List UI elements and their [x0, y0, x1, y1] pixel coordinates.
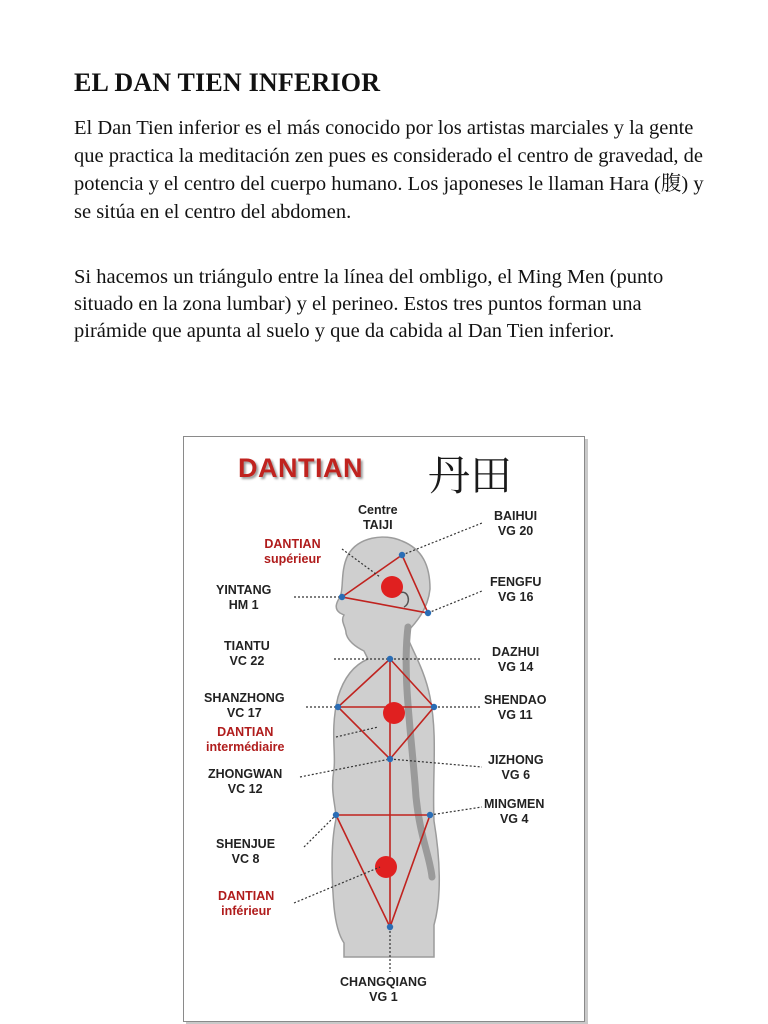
label-jizhong: JIZHONG VG 6: [488, 753, 544, 782]
page-heading: EL DAN TIEN INFERIOR: [74, 68, 381, 97]
paragraph-1: El Dan Tien inferior es el más conocido por los artistas marciales y la gente que practica la meditación zen pues es considerado el centro de gravedad, de potencia y el centro del cuerpo humano. Los japoneses le llaman Hara (腹) y se sitúa en el centro del abdomen.: [74, 117, 704, 223]
label-tiantu: TIANTU VC 22: [224, 639, 270, 668]
label-dantian-intermediaire: DANTIAN intermédiaire: [206, 725, 285, 754]
label-baihui: BAIHUI VG 20: [494, 509, 538, 538]
figure-chinese-characters: 丹田: [428, 451, 513, 500]
dantian-figure: [183, 436, 585, 1022]
body-silhouette: [332, 537, 439, 957]
label-shenjue: SHENJUE VC 8: [216, 837, 276, 866]
label-mingmen: MINGMEN VG 4: [484, 797, 545, 826]
label-dantian-superieur: DANTIAN supérieur: [264, 537, 321, 566]
label-dantian-inferieur: DANTIAN inférieur: [218, 889, 275, 918]
label-shanzhong: SHANZHONG VC 17: [204, 691, 285, 720]
label-changqiang: CHANGQIANG VG 1: [340, 975, 427, 1004]
label-shendao: SHENDAO VG 11: [484, 693, 547, 722]
label-zhongwan: ZHONGWAN VC 12: [208, 767, 283, 796]
label-centre-taiji: Centre TAIJI: [358, 503, 398, 532]
label-fengfu: FENGFU VG 16: [490, 575, 542, 604]
dantian-inferieur-dot: [375, 856, 397, 878]
figure-title: DANTIAN: [238, 453, 363, 483]
label-dazhui: DAZHUI VG 14: [492, 645, 540, 674]
label-yintang: YINTANG HM 1: [216, 583, 272, 612]
paragraph-2: Si hacemos un triángulo entre la línea del ombligo, el Ming Men (punto situado en la zona lumbar) y el perineo. Estos tres puntos forman una pirámide que apunta al suelo y que da cabida al Dan Tien inferior.: [74, 266, 664, 342]
dantian-intermediaire-dot: [383, 702, 405, 724]
dantian-superieur-dot: [381, 576, 403, 598]
